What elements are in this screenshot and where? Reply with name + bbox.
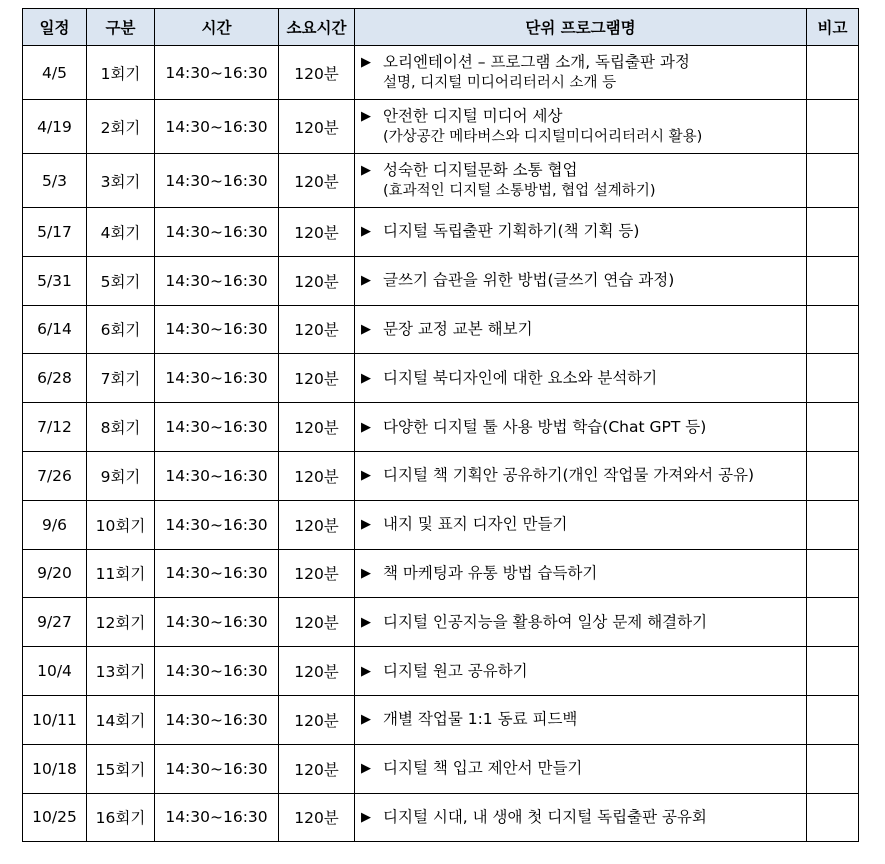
triangle-bullet-icon: ▶ (361, 809, 371, 825)
triangle-bullet-icon: ▶ (361, 54, 371, 70)
program-cell (355, 154, 807, 208)
triangle-bullet-icon: ▶ (361, 468, 371, 484)
program-cell (355, 403, 807, 452)
table-row (23, 744, 859, 793)
duration-cell: 120분 (279, 598, 355, 647)
session-cell: 7회기 (87, 354, 155, 403)
time-cell: 14:30~16:30 (155, 451, 279, 500)
program-title: 디지털 시대, 내 생애 첫 디지털 독립출판 공유회 (383, 807, 707, 826)
program-cell (355, 451, 807, 500)
time-cell: 14:30~16:30 (155, 500, 279, 549)
table-row (23, 208, 859, 257)
time-cell: 14:30~16:30 (155, 744, 279, 793)
session-cell: 6회기 (87, 305, 155, 354)
triangle-bullet-icon: ▶ (361, 761, 371, 777)
time-cell: 14:30~16:30 (155, 647, 279, 696)
program-cell (355, 354, 807, 403)
triangle-bullet-icon: ▶ (361, 321, 371, 337)
duration-cell: 120분 (279, 793, 355, 842)
triangle-bullet-icon: ▶ (361, 370, 371, 386)
date-cell: 9/6 (23, 500, 87, 549)
program-cell (355, 744, 807, 793)
note-cell (807, 549, 859, 598)
time-cell: 14:30~16:30 (155, 100, 279, 154)
program-title: 성숙한 디지털문화 소통 협업 (383, 160, 578, 179)
duration-cell: 120분 (279, 208, 355, 257)
header-date: 일정 (23, 9, 87, 46)
session-cell: 16회기 (87, 793, 155, 842)
table-row (23, 549, 859, 598)
triangle-bullet-icon: ▶ (361, 162, 371, 178)
note-cell (807, 695, 859, 744)
program-title: 디지털 책 기획안 공유하기(개인 작업물 가져와서 공유) (383, 466, 755, 485)
session-cell: 8회기 (87, 403, 155, 452)
duration-cell: 120분 (279, 256, 355, 305)
duration-cell: 120분 (279, 695, 355, 744)
triangle-bullet-icon: ▶ (361, 614, 371, 630)
time-cell: 14:30~16:30 (155, 598, 279, 647)
program-cell (355, 256, 807, 305)
duration-cell: 120분 (279, 500, 355, 549)
triangle-bullet-icon: ▶ (361, 565, 371, 581)
date-cell: 10/25 (23, 793, 87, 842)
triangle-bullet-icon: ▶ (361, 224, 371, 240)
triangle-bullet-icon: ▶ (361, 419, 371, 435)
triangle-bullet-icon: ▶ (361, 108, 371, 124)
date-cell: 10/11 (23, 695, 87, 744)
note-cell (807, 100, 859, 154)
session-cell: 3회기 (87, 154, 155, 208)
session-cell: 9회기 (87, 451, 155, 500)
program-title: 오리엔테이션 – 프로그램 소개, 독립출판 과정 (383, 52, 690, 71)
session-cell: 14회기 (87, 695, 155, 744)
program-cell (355, 598, 807, 647)
table-row (23, 100, 859, 154)
note-cell (807, 256, 859, 305)
note-cell (807, 744, 859, 793)
program-title: 디지털 책 입고 제안서 만들기 (383, 759, 583, 778)
program-subtitle: (가상공간 메타버스와 디지털미디어리터러시 활용) (383, 128, 703, 145)
header-program: 단위 프로그램명 (355, 9, 807, 46)
duration-cell: 120분 (279, 154, 355, 208)
program-title: 디지털 북디자인에 대한 요소와 분석하기 (383, 368, 658, 387)
date-cell: 9/27 (23, 598, 87, 647)
time-cell: 14:30~16:30 (155, 46, 279, 100)
program-cell (355, 500, 807, 549)
program-cell (355, 100, 807, 154)
duration-cell: 120분 (279, 100, 355, 154)
triangle-bullet-icon: ▶ (361, 663, 371, 679)
duration-cell: 120분 (279, 647, 355, 696)
session-cell: 12회기 (87, 598, 155, 647)
note-cell (807, 500, 859, 549)
program-title: 다양한 디지털 툴 사용 방법 학습(Chat GPT 등) (383, 417, 707, 436)
note-cell (807, 451, 859, 500)
time-cell: 14:30~16:30 (155, 403, 279, 452)
program-title: 책 마케팅과 유통 방법 습득하기 (383, 563, 598, 582)
note-cell (807, 793, 859, 842)
triangle-bullet-icon: ▶ (361, 273, 371, 289)
table-row (23, 354, 859, 403)
table-row (23, 154, 859, 208)
date-cell: 10/18 (23, 744, 87, 793)
duration-cell: 120분 (279, 451, 355, 500)
table-row (23, 403, 859, 452)
header-time: 시간 (155, 9, 279, 46)
table-row (23, 598, 859, 647)
session-cell: 13회기 (87, 647, 155, 696)
time-cell: 14:30~16:30 (155, 154, 279, 208)
date-cell: 5/3 (23, 154, 87, 208)
program-cell (355, 305, 807, 354)
triangle-bullet-icon: ▶ (361, 712, 371, 728)
schedule-table (22, 8, 859, 842)
program-title: 문장 교정 교본 해보기 (383, 319, 533, 338)
program-cell (355, 695, 807, 744)
header-session: 구분 (87, 9, 155, 46)
duration-cell: 120분 (279, 305, 355, 354)
triangle-bullet-icon: ▶ (361, 517, 371, 533)
date-cell: 6/28 (23, 354, 87, 403)
duration-cell: 120분 (279, 549, 355, 598)
program-title: 디지털 인공지능을 활용하여 일상 문제 해결하기 (383, 612, 708, 631)
table-row (23, 793, 859, 842)
table-row (23, 500, 859, 549)
time-cell: 14:30~16:30 (155, 695, 279, 744)
date-cell: 4/5 (23, 46, 87, 100)
session-cell: 10회기 (87, 500, 155, 549)
table-row (23, 256, 859, 305)
program-cell (355, 549, 807, 598)
date-cell: 5/31 (23, 256, 87, 305)
program-title: 내지 및 표지 디자인 만들기 (383, 515, 568, 534)
date-cell: 6/14 (23, 305, 87, 354)
date-cell: 4/19 (23, 100, 87, 154)
program-cell (355, 46, 807, 100)
date-cell: 5/17 (23, 208, 87, 257)
time-cell: 14:30~16:30 (155, 305, 279, 354)
time-cell: 14:30~16:30 (155, 354, 279, 403)
note-cell (807, 208, 859, 257)
program-cell (355, 647, 807, 696)
date-cell: 10/4 (23, 647, 87, 696)
date-cell: 7/12 (23, 403, 87, 452)
program-cell (355, 208, 807, 257)
session-cell: 1회기 (87, 46, 155, 100)
note-cell (807, 598, 859, 647)
time-cell: 14:30~16:30 (155, 549, 279, 598)
program-title: 글쓰기 습관을 위한 방법(글쓰기 연습 과정) (383, 271, 675, 290)
session-cell: 2회기 (87, 100, 155, 154)
program-title: 디지털 독립출판 기획하기(책 기획 등) (383, 222, 640, 241)
date-cell: 7/26 (23, 451, 87, 500)
time-cell: 14:30~16:30 (155, 208, 279, 257)
header-row (23, 9, 859, 46)
session-cell: 15회기 (87, 744, 155, 793)
note-cell (807, 354, 859, 403)
note-cell (807, 46, 859, 100)
note-cell (807, 154, 859, 208)
date-cell: 9/20 (23, 549, 87, 598)
table-row (23, 647, 859, 696)
program-title: 개별 작업물 1:1 동료 피드백 (383, 710, 578, 729)
session-cell: 4회기 (87, 208, 155, 257)
time-cell: 14:30~16:30 (155, 793, 279, 842)
time-cell: 14:30~16:30 (155, 256, 279, 305)
note-cell (807, 647, 859, 696)
table-row (23, 695, 859, 744)
table-row (23, 451, 859, 500)
note-cell (807, 305, 859, 354)
note-cell (807, 403, 859, 452)
program-title: 디지털 원고 공유하기 (383, 661, 528, 680)
session-cell: 11회기 (87, 549, 155, 598)
session-cell: 5회기 (87, 256, 155, 305)
program-title: 안전한 디지털 미디어 세상 (383, 106, 563, 125)
table-row (23, 46, 859, 100)
program-subtitle: (효과적인 디지털 소통방법, 협업 설계하기) (383, 182, 656, 199)
duration-cell: 120분 (279, 46, 355, 100)
program-subtitle: 설명, 디지털 미디어리터러시 소개 등 (383, 74, 617, 91)
duration-cell: 120분 (279, 744, 355, 793)
header-note: 비고 (807, 9, 859, 46)
table-row (23, 305, 859, 354)
duration-cell: 120분 (279, 403, 355, 452)
header-duration: 소요시간 (279, 9, 355, 46)
duration-cell: 120분 (279, 354, 355, 403)
program-cell (355, 793, 807, 842)
